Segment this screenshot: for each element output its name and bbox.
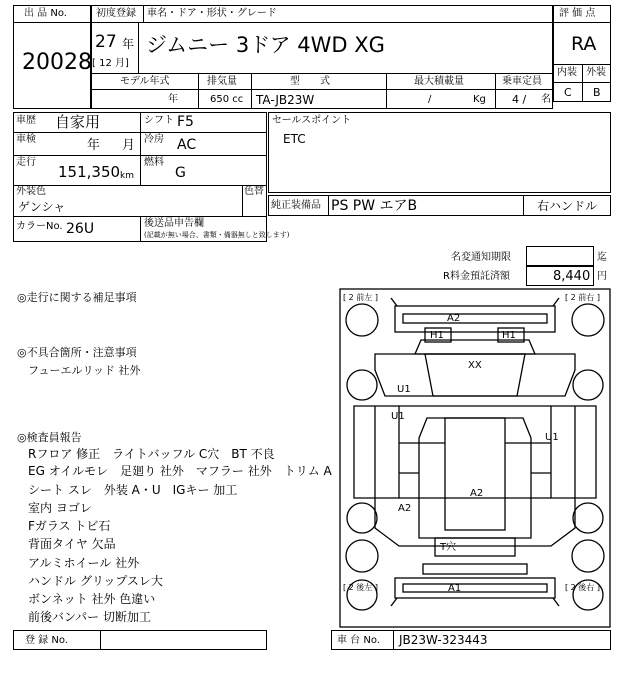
car-name: ジムニー 3ドア 4WD XG <box>146 33 385 57</box>
score: RA <box>571 33 597 55</box>
steering-side: 右ハンドル <box>537 199 598 213</box>
inspector-line-6: 背面タイヤ 欠品 <box>28 537 116 551</box>
inspection-month: 月 <box>122 138 136 153</box>
interior-grade: C <box>564 86 572 99</box>
car-damage-diagram <box>339 288 611 628</box>
inspector-line-2: EG オイルモレ 足廻り 社外 マフラー 社外 トリム A <box>28 464 332 478</box>
inspector-line-3: シート スレ 外装 A・U IGキー 加工 <box>28 483 238 497</box>
history: 自家用 <box>55 113 101 131</box>
capacity-value: 4 / <box>512 93 527 106</box>
equipment-label: 純正装備品 <box>271 200 321 211</box>
inspector-report-heading: ◎検査員報告 <box>17 431 82 444</box>
mileage-unit: km <box>120 171 134 181</box>
damage-mark-hood: XX <box>468 360 482 371</box>
recycle-fee-unit: 円 <box>597 271 607 282</box>
registration-year: 27 <box>95 32 117 52</box>
driving-notes-heading: ◎走行に関する補足事項 <box>17 291 137 304</box>
color: ゲンシャ <box>18 200 66 214</box>
lot-number-label: 出 品 No. <box>24 8 67 19</box>
corner-front-left: [ 2 前左 ] <box>343 293 378 302</box>
color-label: 外装色 <box>16 186 46 197</box>
mileage-label: 走行 <box>16 157 36 168</box>
inspector-line-5: Fガラス トビ石 <box>28 519 111 533</box>
shift: F5 <box>177 114 194 130</box>
corner-front-right: [ 2 前右 ] <box>565 293 600 302</box>
exterior-label: 外装 <box>586 67 606 78</box>
documents-note: (記載が無い場合、書類・備器無しと致します) <box>144 231 290 239</box>
capacity-unit: 名 <box>541 94 551 105</box>
model-year-label: モデル年式 <box>120 76 170 87</box>
first-registration-label: 初度登録 <box>96 8 136 19</box>
repaint-label: 色替 <box>244 186 264 197</box>
max-load-unit: Kg <box>473 94 486 105</box>
damage-mark-rear-bumper: A1 <box>448 583 462 594</box>
lot-number: 20028 <box>22 50 92 75</box>
damage-mark-headlight-left: H1 <box>430 330 444 341</box>
damage-mark-right-door: U1 <box>545 432 559 443</box>
ac-label: 冷房 <box>144 134 164 145</box>
damage-mark-left-door: U1 <box>391 411 405 422</box>
fuel: G <box>175 165 186 181</box>
inspection-label: 車検 <box>16 134 36 145</box>
chassis-number: JB23W-323443 <box>399 633 488 647</box>
name-change-label: 名変通知期限 <box>451 252 511 263</box>
sales-point: ETC <box>283 132 306 146</box>
exterior-grade: B <box>593 86 601 99</box>
defect-line: フューエルリッド 社外 <box>28 364 141 377</box>
damage-mark-front-bumper: A2 <box>447 313 461 324</box>
ac: AC <box>177 137 197 153</box>
car-name-label: 車名・ドア・形状・グレード <box>147 8 277 19</box>
name-change-value <box>526 246 594 266</box>
score-label: 評 価 点 <box>559 8 596 19</box>
displacement: 650 cc <box>210 94 244 105</box>
inspector-line-1: Rフロア 修正 ライトバッフル C穴 BT 不良 <box>28 447 275 461</box>
model-year-unit: 年 <box>168 94 178 105</box>
inspector-line-8: ハンドル グリップスレ大 <box>28 574 163 588</box>
documents-label: 後送品申告欄 <box>144 218 204 229</box>
name-change-unit: 迄 <box>597 252 607 263</box>
registration-year-unit: 年 <box>122 37 135 51</box>
damage-mark-rear-left: A2 <box>398 503 412 514</box>
corner-rear-right: [ 2 後右 ] <box>565 583 600 592</box>
color-number-label: カラーNo. <box>16 221 63 232</box>
history-label: 車歴 <box>16 115 36 126</box>
recycle-fee-value: 8,440 <box>553 269 591 284</box>
damage-mark-back-door: T穴 <box>440 542 457 553</box>
sales-point-label: セールスポイント <box>272 115 352 126</box>
equipment: PS PW エアB <box>331 198 418 214</box>
model-code: TA-JB23W <box>256 93 315 107</box>
corner-rear-left: [ 2 後左 ] <box>343 583 378 592</box>
inspector-line-4: 室内 ヨゴレ <box>28 501 92 515</box>
displacement-label: 排気量 <box>207 76 237 87</box>
max-load-value: / <box>428 94 432 105</box>
inspector-line-7: アルミホイール 社外 <box>28 556 140 570</box>
fuel-label: 燃料 <box>144 157 164 168</box>
chassis-number-label: 車 台 No. <box>337 635 380 646</box>
inspector-line-9: ボンネット 社外 色違い <box>28 592 156 606</box>
registration-number-label: 登 録 No. <box>25 635 68 646</box>
damage-mark-headlight-right: H1 <box>502 330 516 341</box>
interior-label: 内装 <box>557 67 577 78</box>
capacity-label: 乗車定員 <box>502 76 542 87</box>
model-type-label: 型 式 <box>290 76 330 87</box>
max-load-label: 最大積載量 <box>414 76 464 87</box>
shift-label: シフト <box>144 115 174 126</box>
defects-heading: ◎不具合箇所・注意事項 <box>17 346 137 359</box>
color-number: 26U <box>66 221 95 237</box>
damage-mark-roof: A2 <box>470 488 484 499</box>
damage-mark-left-fender: U1 <box>397 384 411 395</box>
inspection-year: 年 <box>87 138 101 153</box>
inspector-line-10: 前後バンパー 切断加工 <box>28 610 151 624</box>
mileage: 151,350 <box>58 163 121 181</box>
registration-month: [ 12 月] <box>92 58 129 69</box>
recycle-fee-label: R料金預託済額 <box>443 271 510 282</box>
